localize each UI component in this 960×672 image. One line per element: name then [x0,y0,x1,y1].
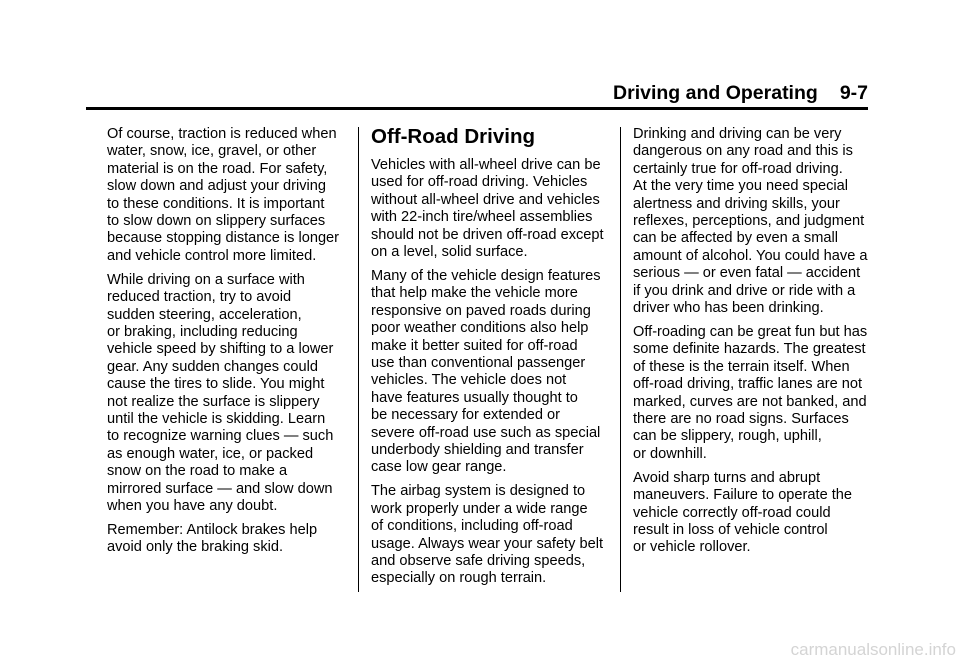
section-heading: Off-Road Driving [371,125,535,148]
paragraph: Off-roading can be great fun but has some definite hazards. The greatest of these is the terrain itself. When off-road driving, traffic lanes are not marked, curves are not banked, and there are no road signs. Surfaces can be slippery, rough, uphill, or downhill. [633,323,868,462]
watermark: carmanualsonline.info [790,640,956,659]
paragraph: Remember: Antilock brakes help avoid only the braking skid. [107,521,318,556]
paragraph: Many of the vehicle design features that help make the vehicle more responsive on paved roads during poor weather conditions also help make it better suited for off-road use than conventional passenger vehicles. The vehicle does not have features usually thought to be necessary for extended or severe off-road use such as special underbody shielding and transfer case low gear range. [371,267,601,476]
paragraph: Vehicles with all-wheel drive can be used for off-road driving. Vehicles without all-wheel drive and vehicles with 22-inch tire/wheel assemblies should not be driven off-road except on a level, solid surface. [371,157,604,261]
paragraph: Drinking and driving can be very dangerous on any road and this is certainly true for off-road driving. At the very time you need special alertness and driving skills, your reflexes, perceptions, and judgment can be affected by even a small amount of alcohol. You could have a serious — or even fatal — accident if you drink and drive or ride with a driver who has been drinking. [633,126,868,317]
text-column-1 [107,126,363,563]
running-header [500,82,868,105]
paragraph: Avoid sharp turns and abrupt maneuvers. Failure to operate the vehicle correctly off-road could result in loss of vehicle control or vehicle rollover. [633,469,853,556]
paragraph: Of course, traction is reduced when water, snow, ice, gravel, or other material is on the road. For safety, slow down and adjust your driving to these conditions. It is important to slow down on slippery surfaces because stopping distance is longer and vehicle control more limited. [107,126,340,264]
header-rule [86,107,868,110]
column-divider [620,127,621,592]
page-number: 9-7 [839,82,868,104]
section-title: Driving and Operating [613,82,818,104]
column-divider [358,127,359,592]
paragraph: While driving on a surface with reduced traction, try to avoid sudden steering, acceleration, or braking, including reducing vehicle speed by shifting to a lower gear. Any sudden changes could cause the tires to slide. You might not realize the surface is slippery until the vehicle is skidding. Learn to recognize warning clues — such as enough water, ice, or packed snow on the road to make a mirrored surface — and slow down when you have any doubt. [107,271,334,515]
text-column-3 [633,126,889,563]
paragraph: The airbag system is designed to work properly under a wide range of conditions, including off-road usage. Always wear your safety belt and observe safe driving speeds, especially on rough terrain. [371,483,603,587]
text-column-2 [371,124,627,594]
